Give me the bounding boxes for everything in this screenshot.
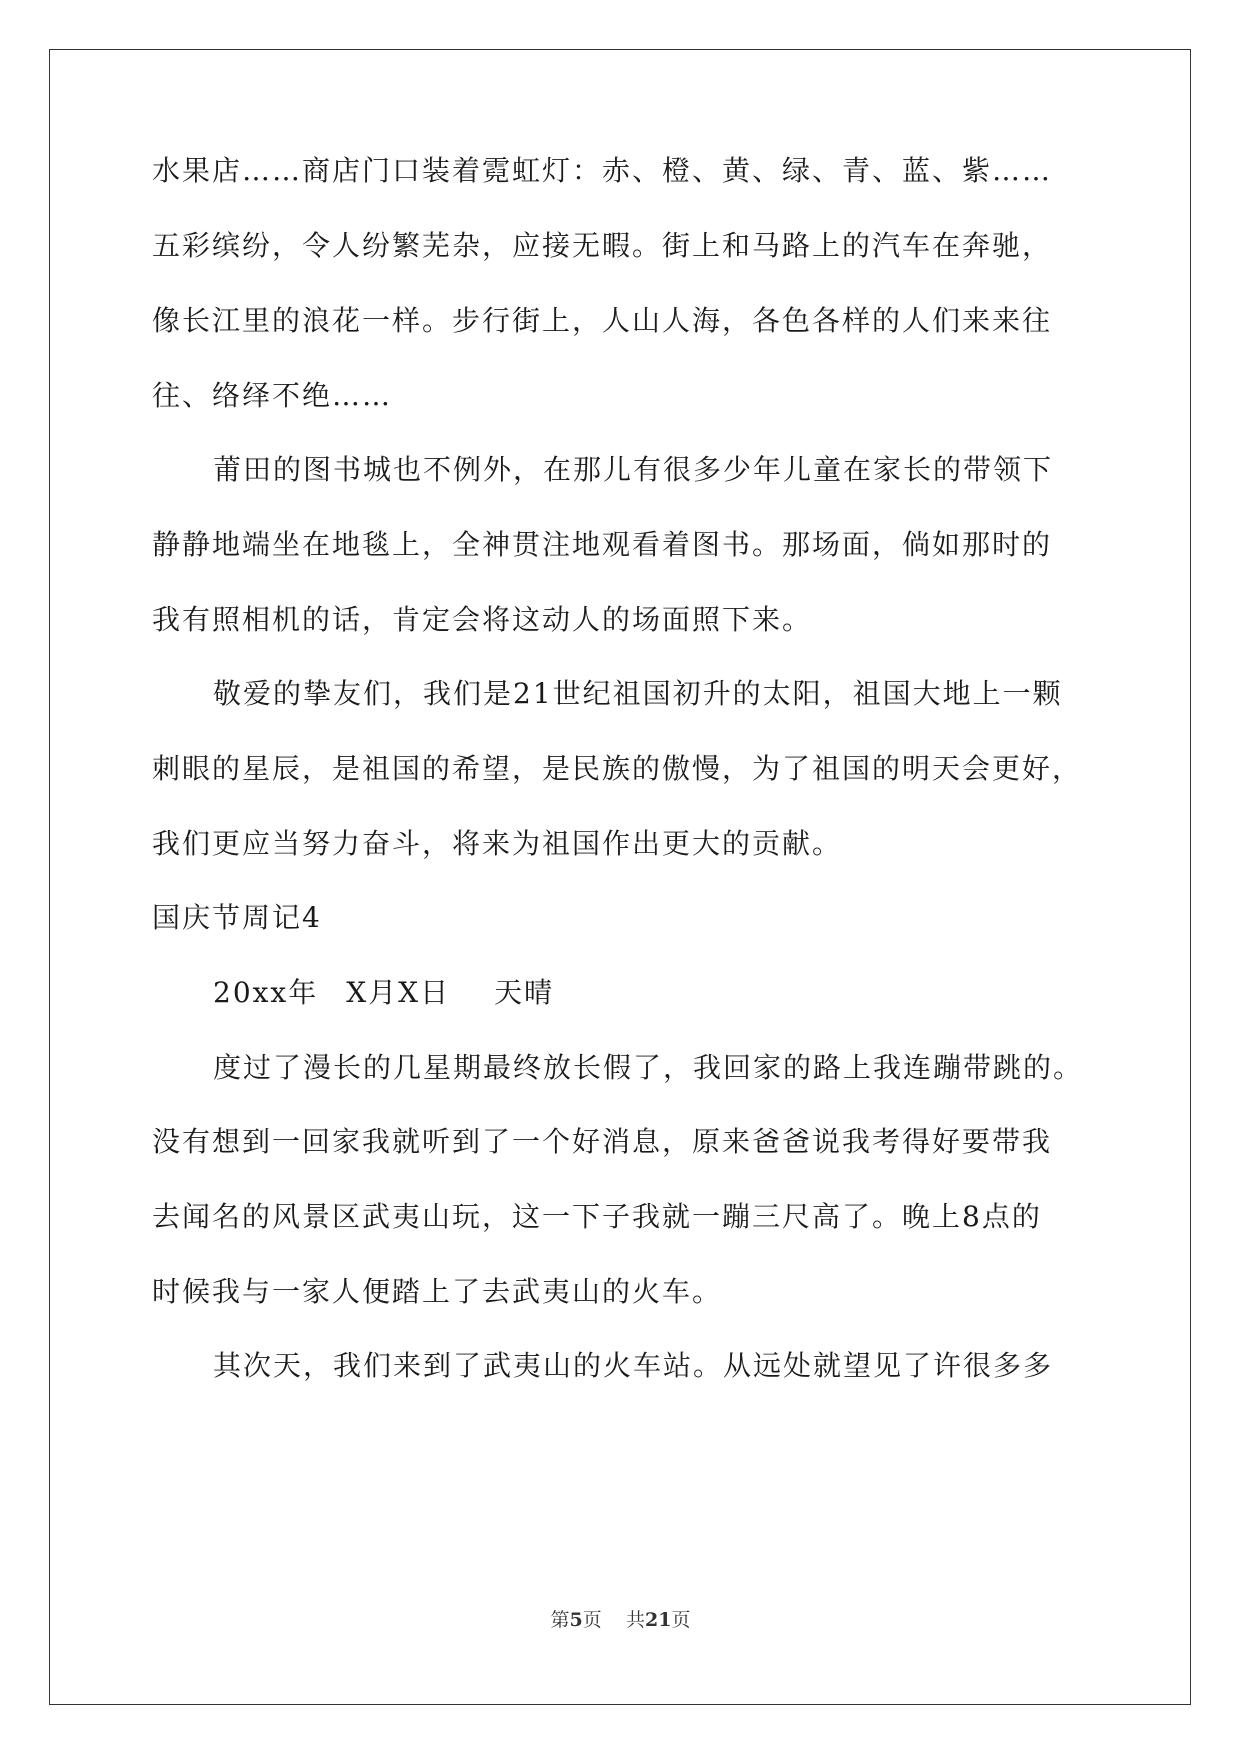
section-heading: 国庆节周记4 [152, 901, 322, 934]
footer-page-suffix: 页 [582, 1609, 602, 1631]
paragraph-first-line: 莆田的图书城也不例外，在那儿有很多少年儿童在家长的带领下 [213, 453, 1054, 486]
footer-total-suffix: 页 [671, 1609, 691, 1631]
text-line: 静静地端坐在地毯上，全神贯注地观看着图书。那场面，倘如那时的 [152, 528, 1053, 561]
text-line: 去闻名的风景区武夷山玩，这一下子我就一蹦三尺高了。晚上8点的 [152, 1200, 1042, 1233]
footer-prefix: 第 [550, 1609, 570, 1631]
footer-total-prefix: 共 [625, 1609, 645, 1631]
text-line: 时候我与一家人便踏上了去武夷山的火车。 [152, 1275, 723, 1308]
paragraph-first-line: 度过了漫长的几星期最终放长假了，我回家的路上我连蹦带跳的。 [213, 1051, 1084, 1084]
text-line: 我们更应当努力奋斗，将来为祖国作出更大的贡献。 [152, 827, 843, 860]
page-number: 5 [569, 1609, 583, 1631]
date-day: X月X日 [346, 976, 451, 1009]
date-year: 20xx年 [213, 976, 319, 1009]
date-line [213, 973, 554, 1013]
weather: 天晴 [494, 976, 555, 1009]
paragraph-first-line: 敬爱的挚友们，我们是21世纪祖国初升的太阳，祖国大地上一颗 [213, 677, 1063, 710]
text-line: 刺眼的星辰，是祖国的希望，是民族的傲慢，为了祖国的明天会更好， [152, 752, 1083, 785]
paragraph-first-line: 其次天，我们来到了武夷山的火车站。从远处就望见了许很多多 [213, 1349, 1054, 1382]
text-line: 水果店……商店门口装着霓虹灯：赤、橙、黄、绿、青、蓝、紫…… [152, 154, 1053, 187]
page-border [49, 49, 1191, 1705]
text-line: 像长江里的浪花一样。步行街上，人山人海，各色各样的人们来来往 [152, 304, 1053, 337]
page-footer [0, 1605, 1241, 1632]
text-line: 五彩缤纷，令人纷繁芜杂，应接无暇。街上和马路上的汽车在奔驰， [152, 229, 1053, 262]
text-line: 没有想到一回家我就听到了一个好消息，原来爸爸说我考得好要带我 [152, 1125, 1053, 1158]
text-line: 往、络绎不绝…… [152, 379, 393, 412]
text-line: 我有照相机的话，肯定会将这动人的场面照下来。 [152, 603, 813, 636]
total-pages: 21 [644, 1609, 672, 1631]
